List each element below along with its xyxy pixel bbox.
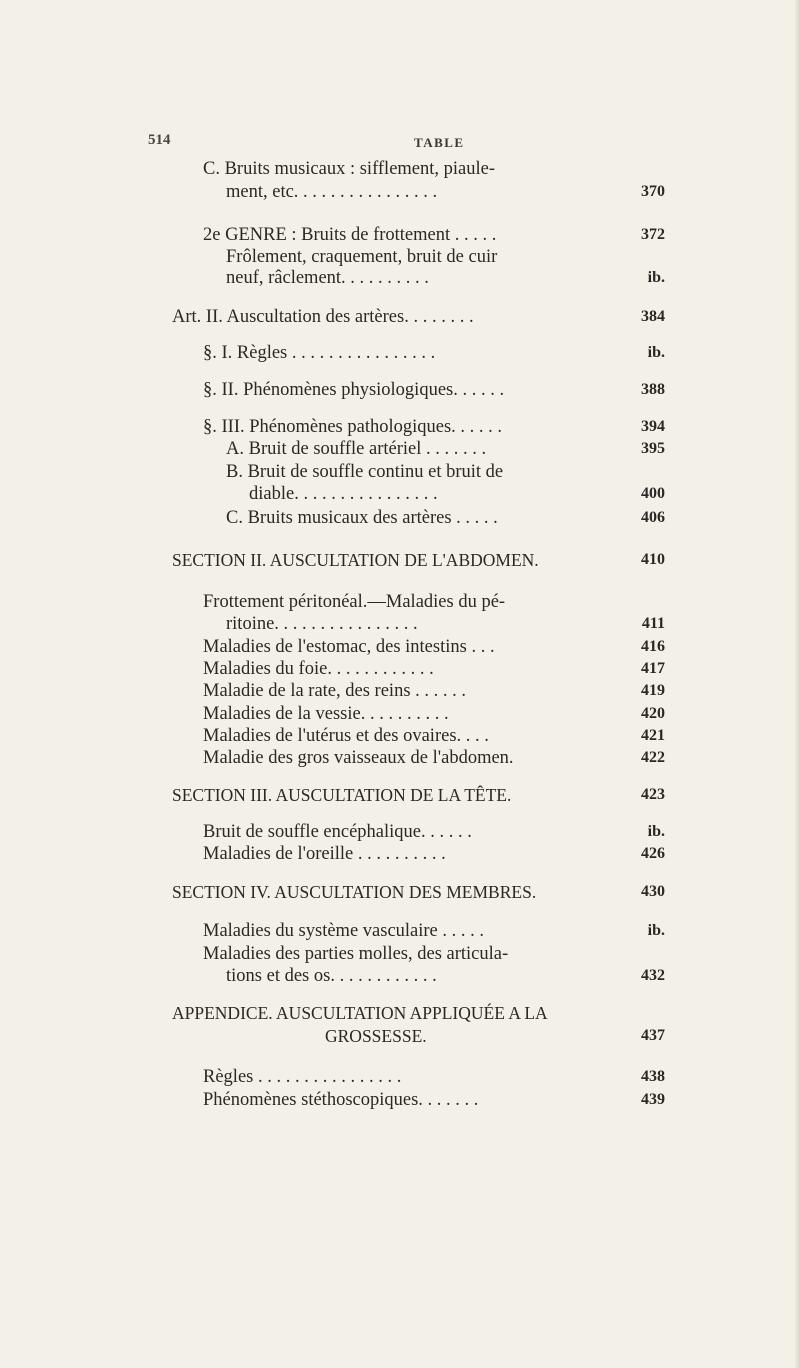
toc-entry bbox=[0, 180, 800, 204]
toc-entry-text: SECTION IV. AUSCULTATION DES MEMBRES. bbox=[172, 882, 537, 902]
toc-entry bbox=[0, 460, 800, 484]
toc-entry bbox=[0, 341, 800, 365]
toc-entry-page: 372 bbox=[641, 226, 665, 243]
toc-entry bbox=[0, 437, 800, 461]
toc-entry bbox=[0, 482, 800, 506]
toc-entry-page: 417 bbox=[641, 660, 665, 677]
toc-entry-text: Règles . . . . . . . . . . . . . . . . bbox=[203, 1067, 402, 1087]
toc-entry bbox=[0, 415, 800, 439]
toc-entry-page: 438 bbox=[641, 1068, 665, 1085]
toc-entry-text: ment, etc. . . . . . . . . . . . . . . . bbox=[226, 182, 438, 202]
toc-entry-text: ritoine. . . . . . . . . . . . . . . . bbox=[226, 614, 418, 634]
toc-entry bbox=[0, 746, 800, 770]
page-number: 514 bbox=[148, 132, 171, 148]
toc-entry-text: Maladies des parties molles, des articula- bbox=[203, 944, 509, 964]
toc-entry-page: 406 bbox=[641, 509, 665, 526]
toc-entry-text: Frôlement, craquement, bruit de cuir bbox=[226, 247, 498, 267]
toc-section-heading bbox=[0, 1024, 800, 1048]
toc-entry-text: C. Bruits musicaux des artères . . . . . bbox=[226, 508, 498, 528]
toc-entry-page: ib. bbox=[647, 922, 665, 939]
toc-entry bbox=[0, 702, 800, 726]
toc-entry-text: Maladies de l'estomac, des intestins . . . bbox=[203, 637, 495, 657]
toc-entry bbox=[0, 378, 800, 402]
toc-entry-text: Maladies de la vessie. . . . . . . . . . bbox=[203, 704, 449, 724]
toc-entry-page: 426 bbox=[641, 845, 665, 862]
toc-entry-text: neuf, râclement. . . . . . . . . . bbox=[226, 268, 429, 288]
toc-entry-text: Maladie de la rate, des reins . . . . . . bbox=[203, 681, 467, 701]
toc-entry-text: §. II. Phénomènes physiologiques. . . . . . bbox=[203, 380, 505, 400]
toc-entry-page: 430 bbox=[641, 883, 665, 900]
toc-entry-text: B. Bruit de souffle continu et bruit de bbox=[226, 462, 504, 482]
toc-entry-text: SECTION II. AUSCULTATION DE L'ABDOMEN. bbox=[172, 550, 539, 570]
toc-entry-page: ib. bbox=[647, 823, 665, 840]
toc-entry-text: GROSSESSE. bbox=[325, 1026, 427, 1046]
toc-entry-page: 439 bbox=[641, 1091, 665, 1108]
toc-entry bbox=[0, 590, 800, 614]
toc-entry bbox=[0, 964, 800, 988]
toc-entry-page: 410 bbox=[641, 551, 665, 568]
toc-entry-page: ib. bbox=[647, 269, 665, 286]
toc-section-heading bbox=[0, 880, 800, 904]
toc-entry-page: 395 bbox=[641, 440, 665, 457]
toc-entry bbox=[0, 635, 800, 659]
toc-entry-page: 384 bbox=[641, 308, 665, 325]
toc-entry-text: tions et des os. . . . . . . . . . . . bbox=[226, 966, 437, 986]
toc-entry-page: 400 bbox=[641, 485, 665, 502]
toc-entry-page: 416 bbox=[641, 638, 665, 655]
toc-entry bbox=[0, 657, 800, 681]
toc-entry-text: Art. II. Auscultation des artères. . . . . . . . bbox=[172, 307, 474, 327]
toc-entry bbox=[0, 266, 800, 290]
toc-entry-text: Bruit de souffle encéphalique. . . . . . bbox=[203, 822, 472, 842]
toc-entry-text: Maladie des gros vaisseaux de l'abdomen. bbox=[203, 748, 514, 768]
toc-entry-text: Maladies du foie. . . . . . . . . . . . bbox=[203, 659, 434, 679]
toc-entry bbox=[0, 157, 800, 181]
toc-entry bbox=[0, 506, 800, 530]
toc-entry bbox=[0, 1065, 800, 1089]
toc-entry-page: 423 bbox=[641, 786, 665, 803]
toc-entry-text: diable. . . . . . . . . . . . . . . . bbox=[249, 484, 438, 504]
toc-entry-text: Maladies de l'utérus et des ovaires. . . . bbox=[203, 726, 489, 746]
toc-entry-page: ib. bbox=[647, 344, 665, 361]
toc-entry bbox=[0, 919, 800, 943]
toc-entry bbox=[0, 679, 800, 703]
toc-entry-text: Maladies du système vasculaire . . . . . bbox=[203, 921, 485, 941]
toc-entry-page: 419 bbox=[641, 682, 665, 699]
toc-entry bbox=[0, 223, 800, 247]
toc-entry-text: A. Bruit de souffle artériel . . . . . . . bbox=[226, 439, 487, 459]
toc-entry-page: 422 bbox=[641, 749, 665, 766]
toc-entry-page: 421 bbox=[641, 727, 665, 744]
toc-entry-text: Maladies de l'oreille . . . . . . . . . . bbox=[203, 844, 446, 864]
toc-entry bbox=[0, 305, 800, 329]
toc-entry-text: C. Bruits musicaux : sifflement, piaule- bbox=[203, 159, 496, 179]
toc-entry-page: 432 bbox=[641, 967, 665, 984]
toc-entry bbox=[0, 1088, 800, 1112]
toc-entry-page: 437 bbox=[641, 1027, 665, 1044]
toc-entry-text: Phénomènes stéthoscopiques. . . . . . . bbox=[203, 1090, 479, 1110]
toc-section-heading bbox=[0, 783, 800, 807]
toc-entry-page: 394 bbox=[641, 418, 665, 435]
toc-section-heading bbox=[0, 548, 800, 572]
toc-entry-text: SECTION III. AUSCULTATION DE LA TÊTE. bbox=[172, 785, 512, 805]
toc-section-heading bbox=[0, 1001, 800, 1025]
toc-entry bbox=[0, 724, 800, 748]
toc-entry bbox=[0, 942, 800, 966]
toc-entry-text: 2e GENRE : Bruits de frottement . . . . . bbox=[203, 225, 497, 245]
toc-entry bbox=[0, 612, 800, 636]
toc-entry-page: 420 bbox=[641, 705, 665, 722]
toc-entry-text: APPENDICE. AUSCULTATION APPLIQUÉE A LA bbox=[172, 1003, 548, 1023]
toc-entry-page: 388 bbox=[641, 381, 665, 398]
page-header bbox=[0, 132, 800, 156]
toc-entry-text: §. I. Règles . . . . . . . . . . . . . . . . bbox=[203, 343, 436, 363]
toc-entry bbox=[0, 842, 800, 866]
toc-entry-text: Frottement péritonéal.—Maladies du pé- bbox=[203, 592, 506, 612]
toc-entry-page: 370 bbox=[641, 183, 665, 200]
running-title: TABLE bbox=[414, 135, 465, 150]
toc-entry-text: §. III. Phénomènes pathologiques. . . . . . bbox=[203, 417, 503, 437]
toc-entry bbox=[0, 820, 800, 844]
toc-entry-page: 411 bbox=[641, 615, 665, 632]
